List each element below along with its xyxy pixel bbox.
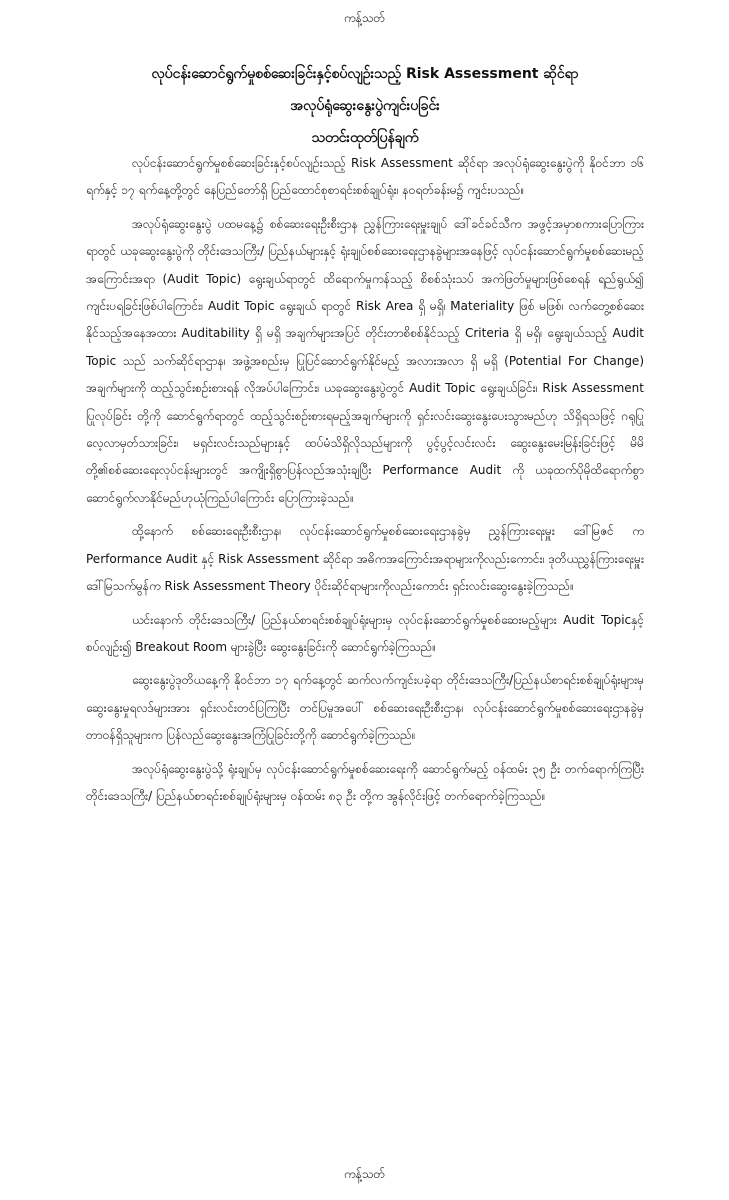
paragraph-6: အလုပ်ရုံဆွေးနွေးပွဲသို့ ရုံးချုပ်မှ လုပ်ငန်းဆောင်ရွက်မှုစစ်ဆေးရေးကို ဆောင်ရွက်မည့် ဝန်ထမ်း ၃၅ ဦး တက်ရောက်ကြပြီး တိုင်းဒေသကြီး/ ပြည်နယ်စာရင်းစစ်ချုပ်ရုံးများမှ ဝန်ထမ်း ၈၃ ဦး တို့က အွန်လိုင်းဖြင့် တက်ရောက်ခဲ့ကြသည်။ <box>86 761 644 803</box>
paragraph-4: ယင်းနောက် တိုင်းဒေသကြီး/ ပြည်နယ်စာရင်းစစ်ချုပ်ရုံးများမှ လုပ်ငန်းဆောင်ရွက်မှုစစ်ဆေးမည့်များ Audit Topicနှင့်စပ်လျဉ်း၍ Breakout Room များခွဲပြီး ဆွေးနွေးခြင်းကို ဆောင်ရွက်ခဲ့ကြသည်။ <box>86 612 644 654</box>
paragraph-5: ဆွေးနွေးပွဲဒုတိယနေ့ကို နိုဝင်ဘာ ၁၇ ရက်နေ့တွင် ဆက်လက်ကျင်းပခဲ့ရာ တိုင်းဒေသကြီး/ပြည်နယ်စာရင်းစစ်ချုပ်ရုံးများမှ ဆွေးနွေးမှုရလဒ်များအား ရှင်းလင်းတင်ပြကြပြီး တင်ပြမှုအပေါ် စစ်ဆေးရေးဦးစီးဌာန၊ လုပ်ငန်းဆောင်ရွက်မှုစစ်ဆေးရေးဌာနခွဲမှ တာဝန်ရှိသူများက ပြန်လည်ဆွေးနွေးအကြံပြုခြင်းတို့ကို ဆောင်ရွက်ခဲ့ကြသည်။ <box>86 673 644 743</box>
document-body <box>86 150 644 1155</box>
header-classification: ကန့်သတ် <box>343 11 386 25</box>
title-line-2: အလုပ်ရုံဆွေးနွေးပွဲကျင်းပခြင်း <box>290 98 440 114</box>
paragraph-3: ထို့နောက် စစ်ဆေးရေးဦးစီးဌာန၊ လုပ်ငန်းဆောင်ရွက်မှုစစ်ဆေးရေးဌာနခွဲမှ ညွှန်ကြားရေးမှူး ဒေါ်မြဇင် က Performance Audit နှင့် Risk Assessment ဆိုင်ရာ အဓိကအကြောင်းအရာများကိုလည်းကောင်း၊ ဒုတိယညွှန်ကြားရေးမှူး ဒေါ်မြသက်မွန်က Risk Assessment Theory ပိုင်းဆိုင်ရာများကိုလည်းကောင်း ရှင်းလင်းဆွေးနွေးခဲ့ကြသည်။ <box>86 524 644 594</box>
paragraph-2: အလုပ်ရုံဆွေးနွေးပွဲ ပထမနေ့၌ စစ်ဆေးရေးဦးစီးဌာန ညွှန်ကြားရေးမှူးချုပ် ဒေါ်ခင်ခင်သီက အဖွင့်အမှာစကားပြောကြားရာတွင် ယခုဆွေးနွေးပွဲကို တိုင်းဒေသကြီး/ ပြည်နယ်များနှင့် ရုံးချုပ်စစ်ဆေးရေးဌာနခွဲများအနေဖြင့် လုပ်ငန်းဆောင်ရွက်မှုစစ်ဆေးမည့် အကြောင်းအရာ (Audit Topic) ရွေးချယ်ရာတွင် ထိရောက်မှုကန်သည့် စိစစ်သုံးသပ် အကဲဖြတ်မှုများဖြစ်စေရန် ရည်ရွယ်၍ ကျင်းပရခြင်းဖြစ်ပါကြောင်း၊ Audit Topic ရွေးချယ် ရာတွင် Risk Area ရှိ မရှိ၊ Materiality ဖြစ် မဖြစ်၊ လက်တွေ့စစ်ဆေးနိုင်သည့်အနေအထား Auditability ရှိ မရှိ အချက်များအပြင် တိုင်းတာစိစစ်နိုင်သည့် Criteria ရှိ မရှိ၊ ရွေးချယ်သည့် Audit Topic သည် သက်ဆိုင်ရာဌာန၊ အဖွဲ့အစည်းမှ ပြုပြင်ဆောင်ရွက်နိုင်မည့် အလားအလာ ရှိ မရှိ (Potential For Change) အချက်များကို ထည့်သွင်းစဉ်းစားရန် လိုအပ်ပါကြောင်း၊ ယခုဆွေးနွေးပွဲတွင် Audit Topic ရွေးချယ်ခြင်း၊ Risk Assessment ပြုလုပ်ခြင်း တို့ကို ဆောင်ရွက်ရာတွင် ထည့်သွင်းစဉ်းစားရမည့်အချက်များကို ရှင်းလင်းဆွေးနွေးပေးသွားမည်ဟု သိရှိရသဖြင့် ဂရုပြုလေ့လာမှတ်သားခြင်း၊ မရှင်းလင်းသည်များနှင့် ထပ်မံသိရှိလိုသည်များကို ပွင့်ပွင့်လင်းလင်း ဆွေးနွေးမေးမြန်းခြင်းဖြင့် မိမိတို့၏စစ်ဆေးရေးလုပ်ငန်းများတွင် အကျိုးရှိစွာပြန်လည်အသုံးချပြီး Performance Audit ကို ယခုထက်ပိုမိုထိရောက်စွာ ဆောင်ရွက်လာနိုင်မည်ဟုယုံကြည်ပါကြောင်း ပြောကြားခဲ့သည်။ <box>86 216 644 505</box>
title-line-3: သတင်းထုတ်ပြန်ချက် <box>311 130 419 146</box>
document-title <box>85 58 645 154</box>
title-line-1: လုပ်ငန်းဆောင်ရွက်မှုစစ်ဆေးခြင်းနှင့်စပ်လျဉ်းသည့် Risk Assessment ဆိုင်ရာ <box>151 66 579 82</box>
paragraph-1: လုပ်ငန်းဆောင်ရွက်မှုစစ်ဆေးခြင်းနှင့်စပ်လျဉ်းသည့် Risk Assessment ဆိုင်ရာ အလုပ်ရုံဆွေးနွေးပွဲကို နိုဝင်ဘာ ၁၆ ရက်နှင့် ၁၇ ရက်နေ့တို့တွင် နေပြည်တော်ရှိ ပြည်ထောင်စုစာရင်းစစ်ချုပ်ရုံး၊ နဝရတ်ခန်းမ၌ ကျင်းပသည်။ <box>86 156 644 198</box>
footer-classification: ကန့်သတ် <box>343 1167 386 1181</box>
